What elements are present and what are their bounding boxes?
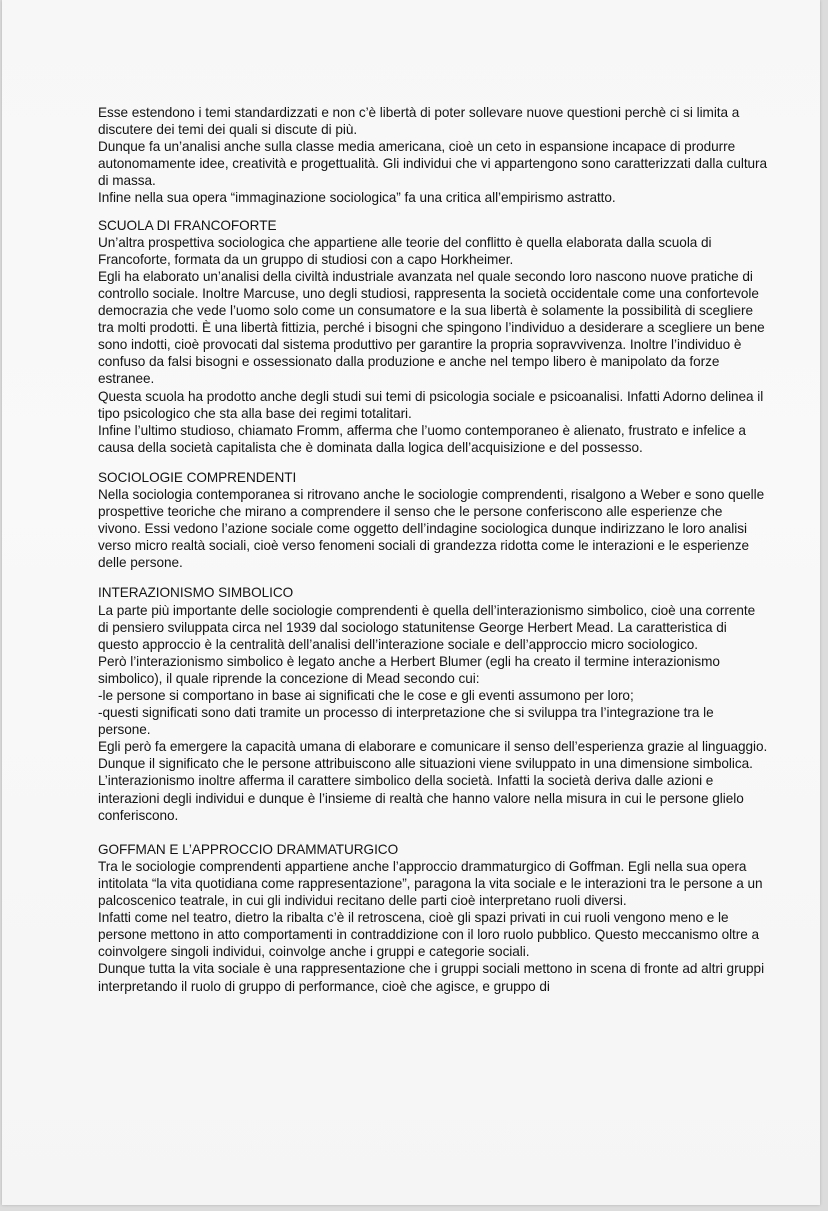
intro-paragraph-1: Esse estendono i temi standardizzati e non c’è libertà di poter sollevare nuove questioni perchè ci si limita a discutere dei temi dei quali si discute di più.: [98, 105, 740, 138]
paper-sheet: [2, 0, 820, 1205]
interazionismo-list-item-2: -questi significati sono dati tramite un processo di interpretazione che si sviluppa tra l’integrazione tra le persone.: [98, 705, 714, 738]
francoforte-paragraph-2: Egli ha elaborato un’analisi della civiltà industriale avanzata nel quale secondo loro nascono nuove pratiche di controllo sociale. Inoltre Marcuse, uno degli studiosi, rappresenta la società occidentale come una confortevole democrazia che vede l’uomo solo come un consumatore e la sua libertà è solamente la possibilità di scegliere tra molti prodotti. È una libertà fittizia, perché i bisogni che spingono l’individuo a desiderare a scegliere un bene sono indotti, cioè provocati dal sistema produttivo per garantire la propria sopravvivenza. Inoltre l’individuo è confuso da falsi bisogni e ossessionato dalla produzione e anche nel tempo libero è manipolato da forze estranee.: [98, 268, 765, 387]
interazionismo-paragraph-1: La parte più importante delle sociologie comprendenti è quella dell’interazionismo simbolico, cioè una corrente di pensiero sviluppata circa nel 1939 dal sociologo statunitense George Herbert Mead. La caratteristica di questo approccio è la centralità dell’analisi dell’interazione sociale e dell’approccio micro sociologico.: [98, 602, 756, 652]
francoforte-paragraph-3: Questa scuola ha prodotto anche degli studi sui temi di psicologia sociale e psicoanalisi. Infatti Adorno delinea il tipo psicologico che sta alla base dei regimi totalitari.: [98, 388, 764, 421]
section-heading-interazionismo: INTERAZIONISMO SIMBOLICO: [98, 585, 294, 601]
interazionismo-paragraph-2: Però l’interazionismo simbolico è legato anche a Herbert Blumer (egli ha creato il termine interazionismo simbolico), il quale riprende la concezione di Mead secondo cui:: [98, 653, 720, 686]
section-heading-sociologie-comprendenti: SOCIOLOGIE COMPRENDENTI: [98, 469, 297, 485]
comprendenti-paragraph-1: Nella sociologia contemporanea si ritrovano anche le sociologie comprendenti, risalgono a Weber e sono quelle prospettive teoriche che mirano a comprendere il senso che le persone conferiscono alle esperienze che vivono. Essi vedono l’azione sociale come oggetto dell’indagine sociologica dunque indirizzano le loro analisi verso micro realtà sociali, cioè verso fenomeni sociali di grandezza ridotta come le interazioni e le esperienze delle persone.: [98, 486, 765, 571]
interazionismo-list-item-1: -le persone si comportano in base ai significati che le cose e gli eventi assumono per loro;: [98, 688, 634, 703]
blank-line: [98, 824, 768, 841]
francoforte-paragraph-1: Un’altra prospettiva sociologica che appartiene alle teorie del conflitto è quella elaborata dalla scuola di Francoforte, formata da un gruppo di studiosi con a capo Horkheimer.: [98, 234, 712, 267]
section-heading-goffman: GOFFMAN E L’APPROCCIO DRAMMATURGICO: [98, 841, 399, 857]
intro-paragraph-3: Infine nella sua opera “immaginazione sociologica” fa una critica all’empirismo astratto.: [98, 190, 616, 206]
section-heading-francoforte: SCUOLA DI FRANCOFORTE: [98, 217, 277, 233]
interazionismo-paragraph-4: L’interazionismo inoltre afferma il carattere simbolico della società. Infatti la società deriva dalle azioni e interazioni degli individui e dunque è l’insieme di realtà che hanno valore nella misura in cui le persone glielo conferiscono.: [98, 773, 744, 823]
goffman-paragraph-1: Tra le sociologie comprendenti appartiene anche l’approccio drammaturgico di Goffman. Egli nella sua opera intitolata “la vita quotidiana come rappresentazione”, paragona la vita sociale e le interazioni tra le persone a un palcoscenico teatrale, in cui gli individui recitano delle parti cioè interpretano ruoli diversi.: [98, 858, 763, 909]
goffman-paragraph-2: Infatti come nel teatro, dietro la ribalta c’è il retroscena, cioè gli spazi privati in cui ruoli vengono meno e le persone mettono in atto comportamenti in contraddizione con il loro ruolo pubblico. Questo meccanismo oltre a coinvolgere singoli individui, coinvolge anche i gruppi e categorie sociali.: [98, 910, 760, 960]
interazionismo-paragraph-3: Egli però fa emergere la capacità umana di elaborare e comunicare il senso dell’esperienza grazie al linguaggio. Dunque il significato che le persone attribuiscono alle situazioni viene sviluppato in una dimensione simbolica.: [98, 739, 768, 772]
document-body: [98, 104, 768, 995]
intro-paragraph-2: Dunque fa un’analisi anche sulla classe media americana, cioè un ceto in espansione incapace di produrre autonomamente idee, creatività e progettualità. Gli individui che vi appartengono sono caratterizzati dalla cultura di massa.: [98, 139, 768, 189]
goffman-paragraph-3: Dunque tutta la vita sociale è una rappresentazione che i gruppi sociali mettono in scena di fronte ad altri gruppi interpretando il ruolo di gruppo di performance, cioè che agisce, e gruppo di: [98, 961, 765, 994]
francoforte-paragraph-4: Infine l’ultimo studioso, chiamato Fromm, afferma che l’uomo contemporaneo è alienato, frustrato e infelice a causa della società capitalista che è dominata dalla logica dell’acquisizione e del possesso.: [98, 422, 746, 455]
